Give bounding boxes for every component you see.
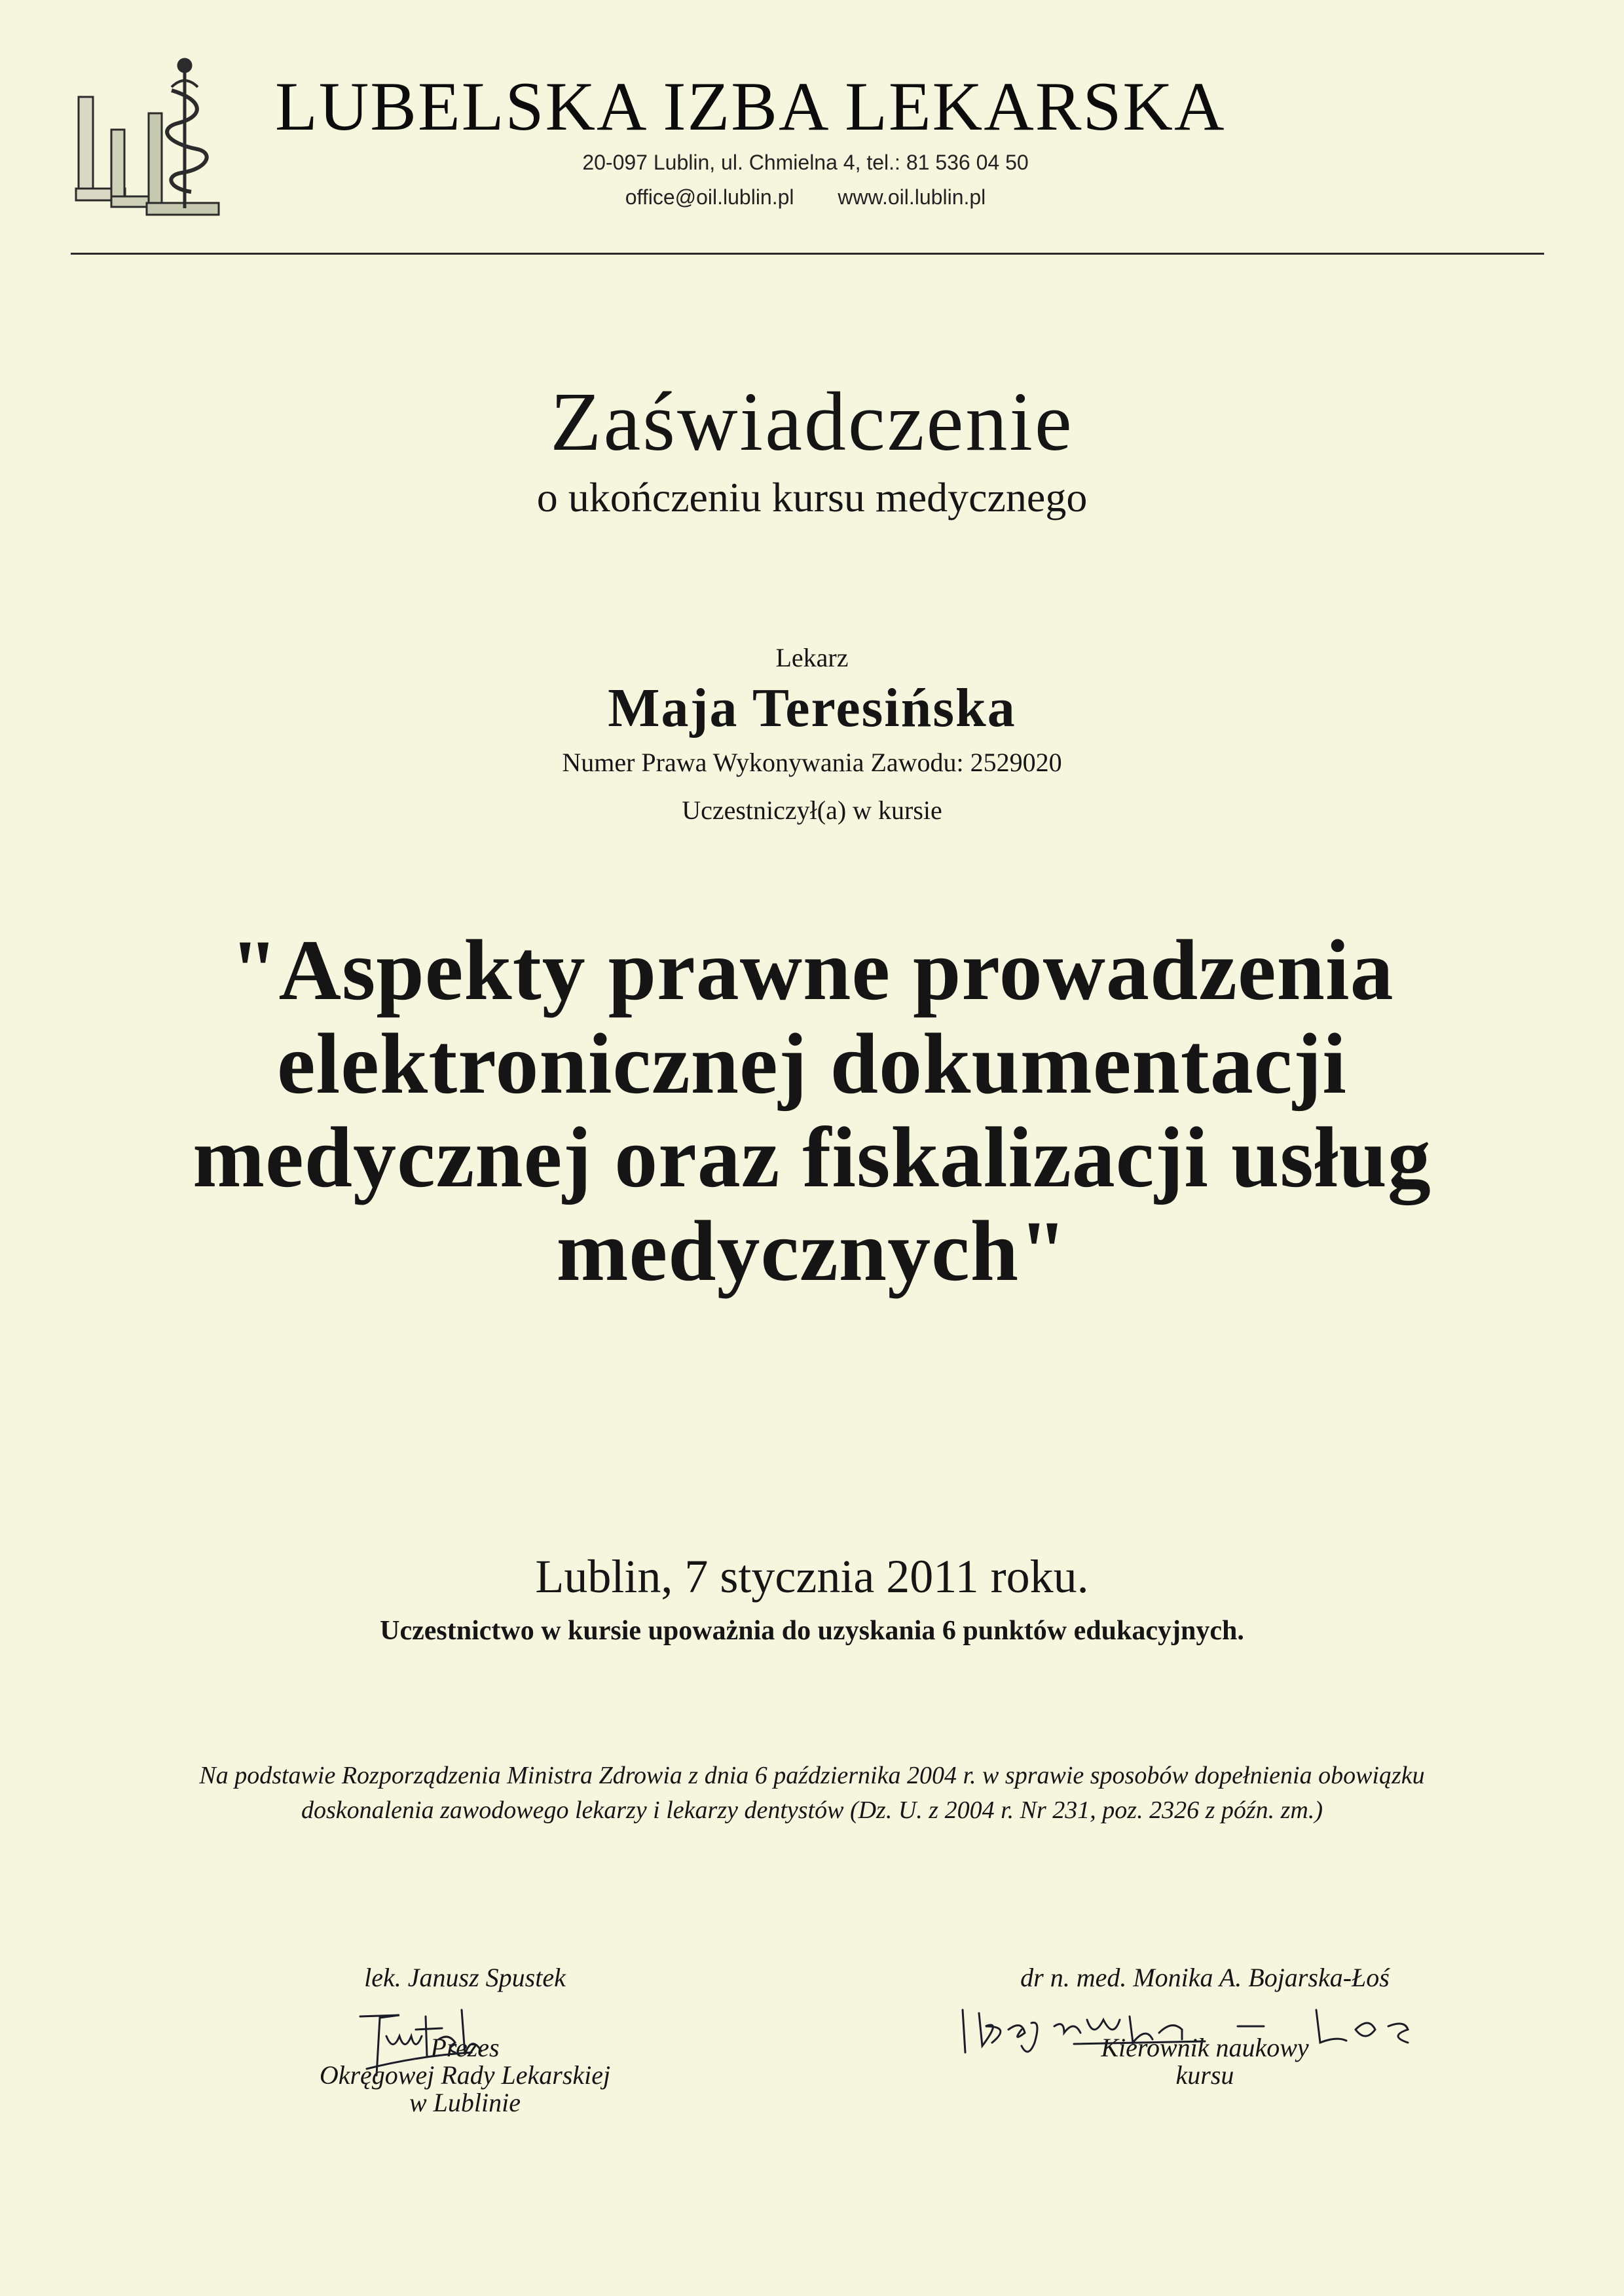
course-title-line: medycznych" bbox=[556, 1203, 1068, 1299]
education-points: Uczestnictwo w kursie upoważnia do uzyskania 6 punktów edukacyjnych. bbox=[380, 1616, 1244, 1646]
recipient-name: Maja Teresińska bbox=[608, 678, 1016, 738]
signatory-title: Okręgowej Rady Lekarskiej bbox=[319, 2060, 611, 2090]
organization-email: office@oil.lublin.pl bbox=[625, 185, 794, 209]
signatory-title: Kierownik naukowy bbox=[1101, 2033, 1309, 2062]
recipient-role: Lekarz bbox=[775, 643, 849, 672]
handwritten-signature-right bbox=[956, 1990, 1428, 2062]
participation-statement: Uczestniczył(a) w kursie bbox=[682, 795, 942, 825]
document-subtitle: o ukończeniu kursu medycznego bbox=[536, 474, 1088, 520]
organization-address: 20-097 Lublin, ul. Chmielna 4, tel.: 81 536 04 50 bbox=[582, 151, 1029, 174]
document-title: Zaświadczenie bbox=[550, 375, 1074, 468]
signatory-title: w Lublinie bbox=[409, 2088, 521, 2117]
lil-caduceus-logo-icon bbox=[73, 51, 234, 218]
legal-basis-line: Na podstawie Rozporządzenia Ministra Zdrowia z dnia 6 października 2004 r. w sprawie sposobów dopełnienia obowiązku bbox=[199, 1762, 1425, 1789]
organization-website: www.oil.lublin.pl bbox=[838, 185, 986, 209]
signatory-name: lek. Janusz Spustek bbox=[364, 1963, 566, 1992]
issue-date: Lublin, 7 stycznia 2011 roku. bbox=[535, 1550, 1089, 1603]
header-divider bbox=[71, 253, 1544, 255]
signatory-title: Prezes bbox=[430, 2033, 500, 2062]
legal-basis-line: doskonalenia zawodowego lekarzy i lekarzy dentystów (Dz. U. z 2004 r. Nr 231, poz. 2326 z późn. zm.) bbox=[301, 1796, 1323, 1824]
course-title-line: elektronicznej dokumentacji bbox=[276, 1015, 1347, 1112]
course-title bbox=[65, 923, 1559, 1298]
license-number: Numer Prawa Wykonywania Zawodu: 2529020 bbox=[562, 748, 1062, 777]
organization-name: LUBELSKA IZBA LEKARSKA bbox=[275, 68, 1226, 145]
signatory-title: kursu bbox=[1175, 2060, 1234, 2090]
organization-contact bbox=[537, 187, 1074, 208]
course-title-line: "Aspekty prawne prowadzenia bbox=[230, 922, 1394, 1018]
signatory-name: dr n. med. Monika A. Bojarska-Łoś bbox=[1020, 1963, 1390, 1992]
handwritten-signature-left bbox=[341, 1977, 511, 2095]
course-title-line: medycznej oraz fiskalizacji usług bbox=[193, 1109, 1431, 1205]
